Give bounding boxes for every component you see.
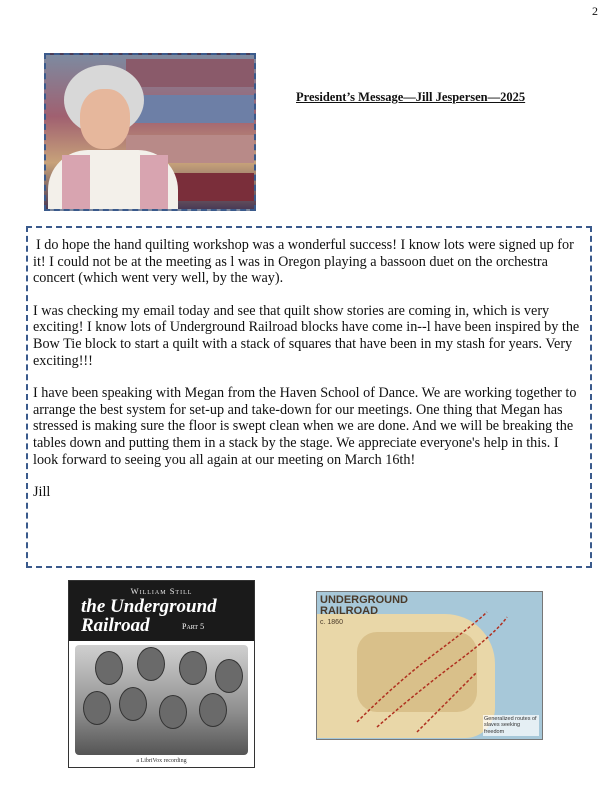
fabric-shelf <box>126 59 254 87</box>
underground-railroad-map <box>316 591 543 740</box>
route-line <box>377 617 507 727</box>
book-cover-image <box>68 580 255 768</box>
map-legend: Generalized routes of slaves seeking freedom <box>483 715 539 737</box>
book-part: Part 5 <box>182 622 205 631</box>
portrait <box>83 691 111 725</box>
message-paragraph: I do hope the hand quilting workshop was a wonderful success! I know lots were signed up for it! I could not be at the meeting as l was in Oregon playing a bassoon duet on the orchestra concert (which went very well, by the way). <box>33 237 574 287</box>
message-paragraph: I was checking my email today and see that quilt show stories are coming in, which is very exciting! I know lots of Underground Railroad blocks have come in--l have been inspired by the Bow Tie block to start a quilt with a stack of squares that have been in my stash for years. Very exciting!!! <box>33 302 580 369</box>
portrait <box>137 647 165 681</box>
page-number: 2 <box>592 4 598 18</box>
portraits-collage <box>75 645 248 755</box>
portrait <box>95 651 123 685</box>
vest <box>140 155 168 211</box>
fabric-shelf <box>126 95 254 123</box>
portrait <box>199 693 227 727</box>
face <box>80 89 130 149</box>
book-caption: a LibriVox recording <box>136 758 187 764</box>
page-title: President’s Message—Jill Jespersen—2025 <box>296 90 526 104</box>
book-title-line1: the Underground <box>81 596 217 617</box>
president-photo <box>44 53 256 211</box>
portrait <box>159 695 187 729</box>
portrait <box>119 687 147 721</box>
route-line <box>417 672 477 732</box>
map-year: c. 1860 <box>320 619 343 626</box>
map-title-line1: UNDERGROUND <box>320 594 408 606</box>
portrait <box>179 651 207 685</box>
message-box <box>26 226 592 568</box>
portrait <box>215 659 243 693</box>
map-title-line2: RAILROAD <box>320 605 379 617</box>
book-author: William Still <box>130 586 193 596</box>
vest <box>62 155 90 211</box>
book-title-line2: Railroad <box>81 615 150 636</box>
route-line <box>357 612 487 722</box>
message-paragraph: I have been speaking with Megan from the Haven School of Dance. We are working together to arrange the best system for set-up and take-down for our meetings. One thing that Megan has stressed is making sure the floor is swept clean when we are done. And we will be breaking the tables down and putting them in a stack by the stage. We appreciate everyone's help in this. I look forward to seeing you all again at our meeting on March 16th! <box>33 385 577 468</box>
signature: Jill <box>33 484 51 501</box>
